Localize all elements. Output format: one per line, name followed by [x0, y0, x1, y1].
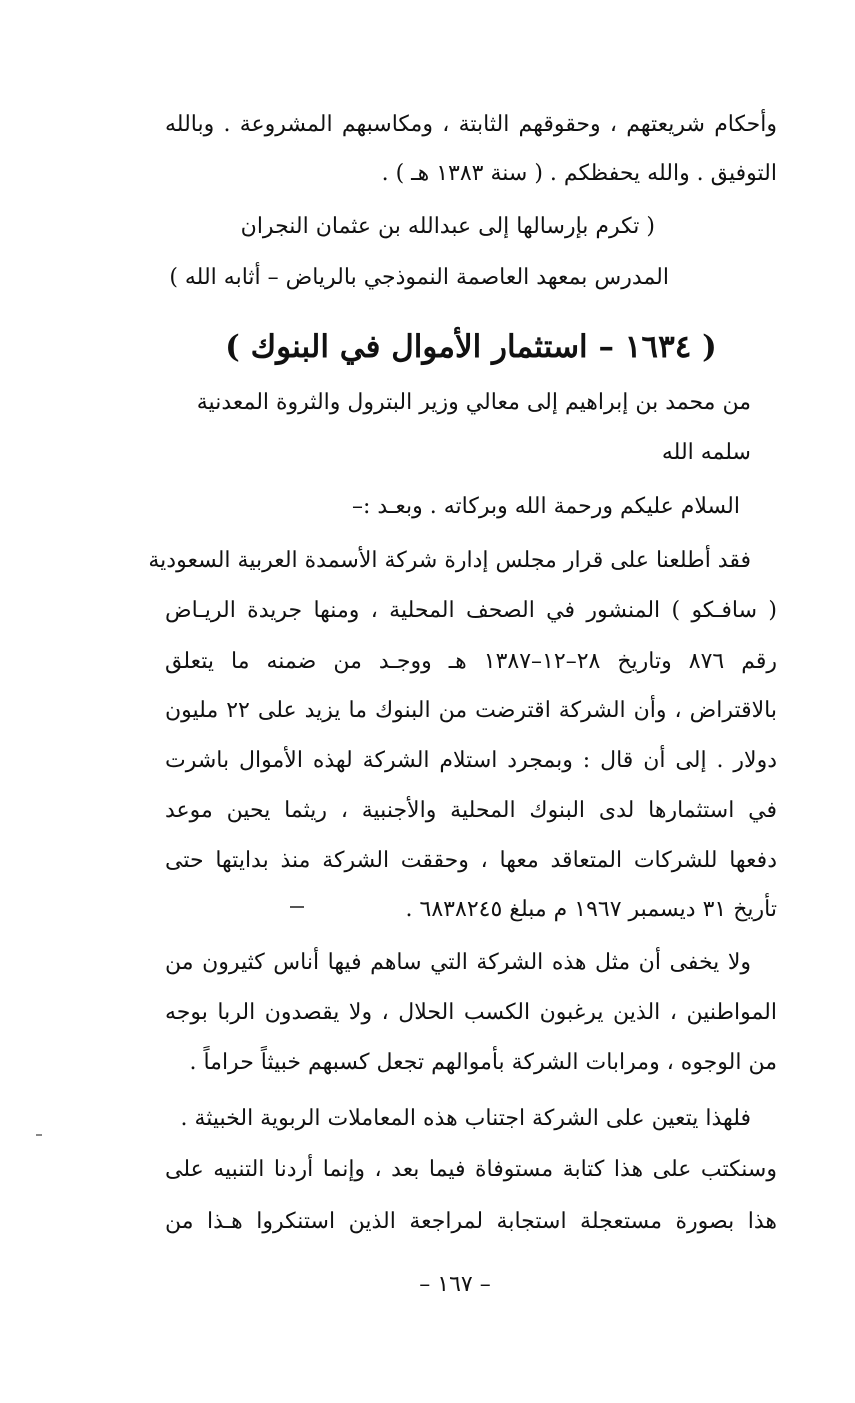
body-line-8: تأريخ ٣١ ديسمبر ١٩٦٧ م مبلغ ٦٨٣٨٢٤٥ . [405, 897, 777, 922]
body-line-1: فقد أطلعنا على قرار مجلس إدارة شركة الأسمدة العربية السعودية [148, 548, 751, 573]
sender-note-line-2: المدرس بمعهد العاصمة النموذجي بالرياض – أثابه الله ) [169, 265, 669, 290]
body-line-4: بالاقتراض ، وأن الشركة اقترضت من البنوك ما يزيد على ٢٢ مليون [165, 698, 777, 723]
body-line-7: دفعها للشركات المتعاقد معها ، وحققت الشركة منذ بدايتها حتى [165, 848, 777, 873]
body-line-5: دولار . إلى أن قال : وبمجرد استلام الشركة لهذه الأموال باشرت [165, 748, 777, 773]
body-line-11: من الوجوه ، ومرابات الشركة بأموالهم تجعل كسبهم خبيثاً حراماً . [189, 1050, 777, 1075]
greeting-line: السلام عليكم ورحمة الله وبركاته . وبعـد :– [352, 494, 740, 519]
body-line-14: هذا بصورة مستعجلة استجابة لمراجعة الذين استنكروا هـذا من [165, 1209, 777, 1234]
body-line-9: ولا يخفى أن مثل هذه الشركة التي ساهم فيها أناس كثيرون من [165, 950, 751, 975]
addressee-line-1: من محمد بن إبراهيم إلى معالي وزير البترول والثروة المعدنية [196, 390, 751, 415]
text-line-1: وأحكام شريعتهم ، وحقوقهم الثابتة ، ومكاسبهم المشروعة . وبالله [165, 112, 777, 137]
body-line-12: فلهذا يتعين على الشركة اجتناب هذه المعاملات الربوية الخبيثة . [180, 1106, 751, 1131]
section-title: ( ١٦٣٤ – استثمار الأموال في البنوك ) [225, 329, 717, 365]
body-line-10: المواطنين ، الذين يرغبون الكسب الحلال ، ولا يقصدون الربا بوجه [165, 1000, 777, 1025]
body-line-3: رقم ٨٧٦ وتاريخ ٢٨–١٢–١٣٨٧ هـ ووجـد من ضمنه ما يتعلق [165, 649, 777, 674]
sender-note-line-1: ( تكرم بإرسالها إلى عبدالله بن عثمان النجران [240, 214, 655, 239]
text-line-2: التوفيق . والله يحفظكم . ( سنة ١٣٨٣ هـ ) . [381, 161, 777, 186]
scan-mark-edge [36, 1134, 42, 1136]
body-line-2: ( سافـكو ) المنشور في الصحف المحلية ، ومنها جريدة الريـاض [165, 598, 777, 623]
scan-mark [290, 906, 304, 908]
page-number: – ١٦٧ – [419, 1272, 491, 1297]
addressee-line-2: سلمه الله [661, 440, 751, 465]
body-line-6: في استثمارها لدى البنوك المحلية والأجنبية ، ريثما يحين موعد [165, 798, 778, 823]
body-line-13: وسنكتب على هذا كتابة مستوفاة فيما بعد ، وإنما أردنا التنبيه على [165, 1157, 777, 1182]
